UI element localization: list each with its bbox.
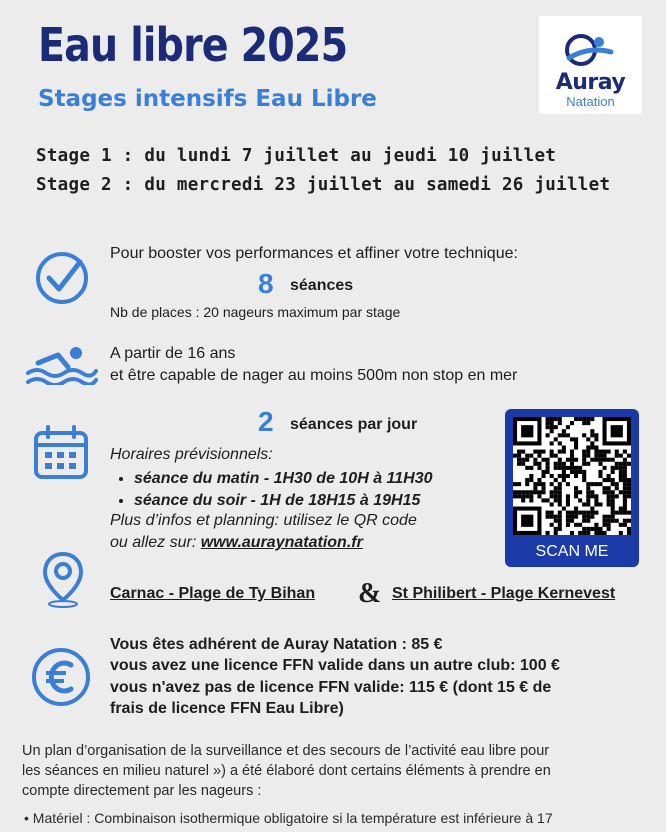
page-subtitle: Stages intensifs Eau Libre — [38, 86, 377, 112]
qr-label: SCAN ME — [535, 543, 609, 560]
schedule-list — [116, 468, 433, 512]
swimming-icon — [24, 345, 98, 385]
daily-sessions-count: 2 — [258, 406, 274, 437]
sessions-count: 8 — [258, 268, 274, 299]
age-requirement: A partir de 16 ans — [110, 345, 236, 362]
logo-sub: Natation — [566, 94, 615, 109]
safety-bullet: • Matériel : Combinaison isothermique obligatoire si la température est inférieure à 17 — [24, 810, 553, 826]
schedule-info: Plus d’infos et planning: utilisez le QR code — [110, 512, 417, 529]
website-line — [110, 534, 363, 552]
website-link[interactable]: www.auraynatation.fr — [200, 534, 363, 551]
safety-line-3: compte directement par les nageurs : — [22, 783, 262, 799]
euro-icon — [30, 646, 92, 708]
price-license-fee: frais de licence FFN Eau Libre) — [110, 700, 344, 717]
location-carnac: Carnac - Plage de Ty Bihan — [110, 585, 316, 602]
qr-pattern — [513, 417, 631, 535]
checkmark-icon — [34, 250, 90, 306]
website-prefix: ou allez sur: — [110, 534, 201, 551]
location-separator: & — [358, 578, 382, 609]
performance-intro: Pour booster vos performances et affiner votre technique: — [110, 245, 518, 262]
location-pin-icon — [40, 550, 86, 608]
swim-requirement: et être capable de nager au moins 500m non stop en mer — [110, 367, 518, 384]
places-info: Nb de places : 20 nageurs maximum par stage — [110, 304, 401, 320]
sessions-label: séances — [290, 277, 354, 294]
price-member: Vous êtes adhérent de Auray Natation : 85 € — [110, 636, 443, 653]
swimmer-icon — [539, 16, 642, 76]
schedule-heading: Horaires prévisionnels: — [110, 446, 273, 463]
list-item: • séance du soir - 1H de 18H15 à 19H15 — [134, 490, 433, 512]
qr-code[interactable] — [505, 409, 639, 567]
safety-line-1: Un plan d’organisation de la surveillance et des secours de l’activité eau libre pour — [22, 743, 550, 759]
club-logo — [539, 16, 642, 114]
stage-1: Stage 1 : du lundi 7 juillet au jeudi 10 juillet — [36, 146, 557, 166]
safety-line-2: les séances en milieu naturel ») a été élaboré dont certains éléments à prendre en — [22, 763, 551, 779]
page-title: Eau libre 2025 — [38, 18, 348, 72]
daily-sessions-label: séances par jour — [290, 416, 418, 433]
location-st-philibert: St Philibert - Plage Kernevest — [392, 585, 616, 602]
logo-brand: Auray — [555, 70, 626, 95]
price-no-license: vous n'avez pas de licence FFN valide: 115 € (dont 15 € de — [110, 679, 552, 696]
price-other-club: vous avez une licence FFN valide dans un autre club: 100 € — [110, 657, 560, 674]
qr-svg — [513, 417, 631, 535]
stage-2: Stage 2 : du mercredi 23 juillet au samedi 26 juillet — [36, 175, 611, 195]
list-item: • séance du matin - 1H30 de 10H à 11H30 — [134, 468, 433, 490]
calendar-icon — [32, 425, 90, 481]
